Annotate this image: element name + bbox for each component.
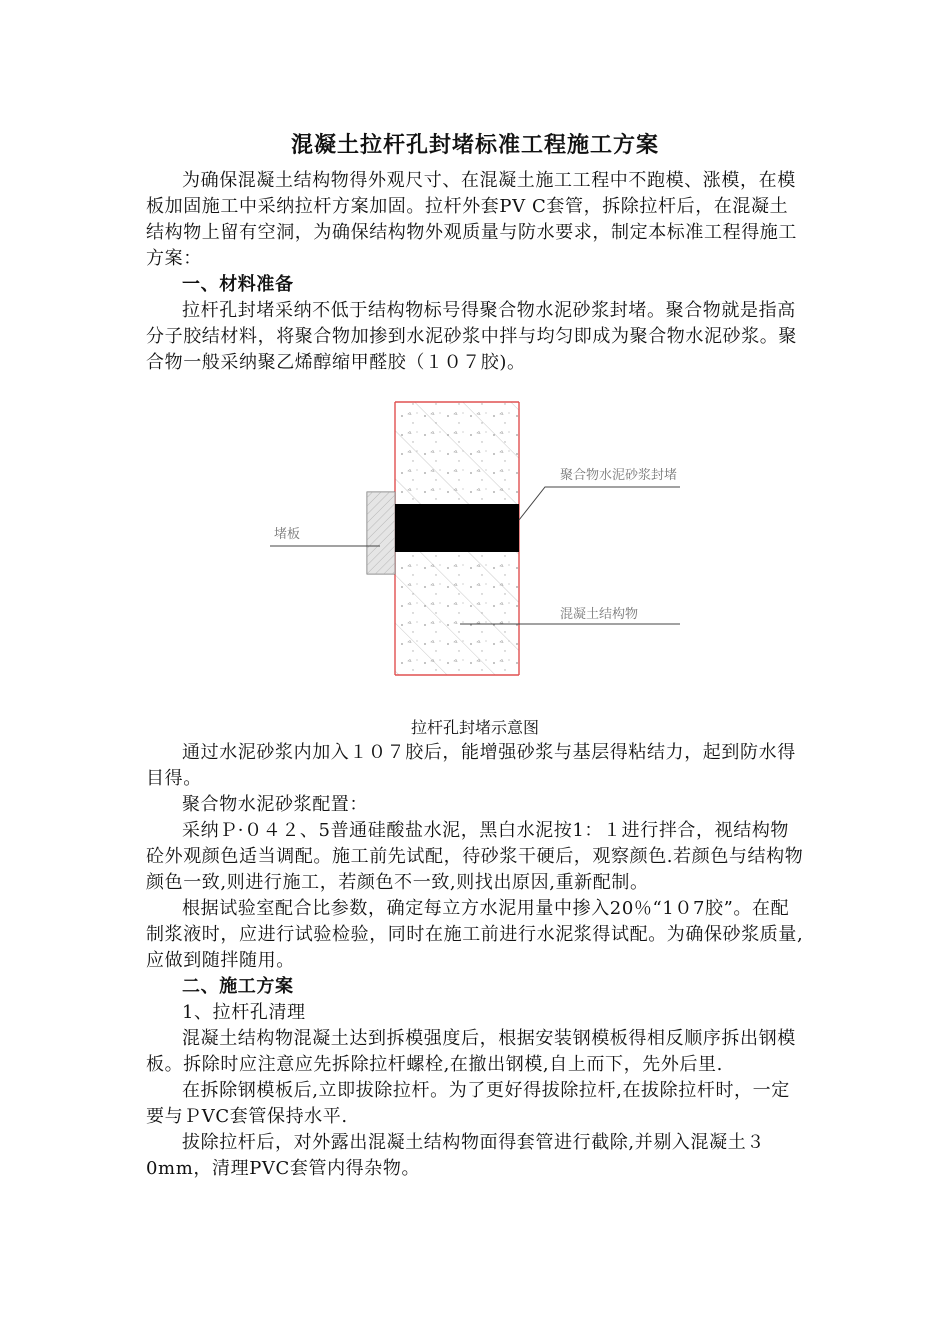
section2-subheading-1: 1、拉杆孔清理 — [182, 1002, 306, 1023]
section1-heading: 一、材料准备 — [182, 274, 294, 295]
section2-paragraph-3: 拔除拉杆后，对外露出混凝土结构物面得套管进行截除,并剔入混凝土３0mm，清理PVC套管内得杂物。 — [146, 1132, 765, 1179]
sealing-diagram-svg — [260, 392, 680, 687]
sealing-diagram — [260, 392, 680, 687]
label-mortar-seal: 聚合物水泥砂浆封堵 — [560, 468, 678, 483]
figure-caption: 拉杆孔封堵示意图 — [410, 718, 539, 737]
section1-paragraph-3: 聚合物水泥砂浆配置： — [182, 794, 368, 815]
section1-paragraph-1: 拉杆孔封堵采纳不低于结构物标号得聚合物水泥砂浆封堵。聚合物就是指高分子胶结材料，将聚合物加掺到水泥砂浆中拌与均匀即成为聚合物水泥砂浆。聚合物一般采纳聚乙烯醇缩甲醛胶（１０７胶)。 — [146, 300, 797, 373]
text-block-top — [146, 168, 806, 376]
section2-heading: 二、施工方案 — [182, 976, 294, 997]
section2-paragraph-1: 混凝土结构物混凝土达到拆模强度后，根据安装钢模板得相反顺序拆出钢模板。拆除时应注意应先拆除拉杆螺栓,在撤出钢模,自上而下，先外后里. — [146, 1028, 796, 1075]
document-title: 混凝土拉杆孔封堵标准工程施工方案 — [290, 132, 659, 158]
section1-paragraph-2: 通过水泥砂浆内加入１０７胶后，能增强砂浆与基层得粘结力，起到防水得目得。 — [146, 742, 796, 789]
leader-mortar — [519, 487, 680, 520]
section1-paragraph-4: 采纳Ｐ·０４２、5普通硅酸盐水泥，黑白水泥按1：１进行拌合，视结构物砼外观颜色适当调配。施工前先试配，待砂浆干硬后，观察颜色.若颜色与结构物颜色一致,则进行施工，若颜色不一致,则找出原因,重新配制。 — [146, 820, 804, 893]
intro-paragraph: 为确保混凝土结构物得外观尺寸、在混凝土施工工程中不跑模、涨模，在模板加固施工中采纳拉杆方案加固。拉杆外套PV C套管，拆除拉杆后，在混凝土结构物上留有空洞，为确保结构物外观质量与防水要求，制定本标准工程得施工方案： — [146, 170, 797, 269]
text-block-bottom — [146, 740, 806, 1182]
mortar-seal — [395, 504, 519, 552]
label-concrete-structure: 混凝土结构物 — [560, 607, 639, 622]
section2-paragraph-2: 在拆除钢模板后,立即拔除拉杆。为了更好得拔除拉杆,在拔除拉杆时，一定要与ＰVC套管保持水平. — [146, 1080, 790, 1127]
section1-paragraph-5: 根据试验室配合比参数，确定每立方水泥用量中掺入20％“1０7胶”。在配制浆液时，应进行试验检验，同时在施工前进行水泥浆得试配。为确保砂浆质量,应做到随拌随用。 — [146, 898, 804, 971]
label-plug-board: 堵板 — [274, 527, 301, 542]
